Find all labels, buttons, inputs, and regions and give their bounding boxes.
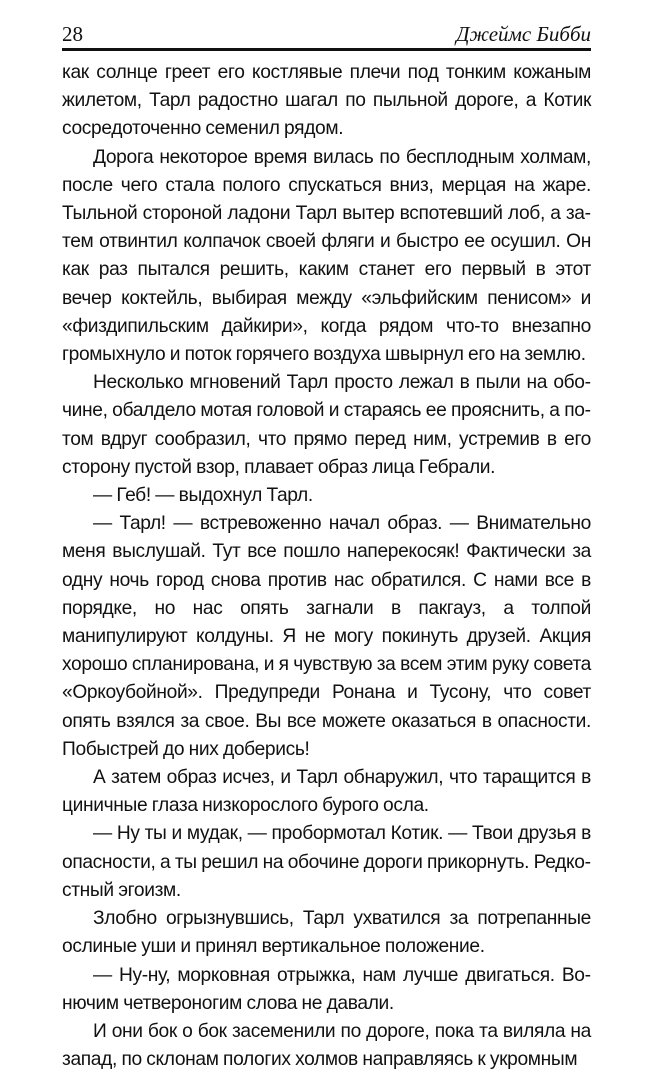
dialogue-line: — Ну-ну, морковная отрыжка, нам лучше двигаться. Вонючим четвероногим слова не давали.: [62, 964, 591, 1014]
paragraph: И они бок о бок засеменили по дороге, пока та виляла на запад, по склонам пологих холмов направляясь к укромным: [62, 1020, 591, 1071]
paragraph: А затем образ исчез, и Тарл обнаружил, что таращится в циничные глаза низкорослого бурого осла.: [62, 767, 591, 817]
paragraph: Злобно огрызнувшись, Тарл ухватился за потрепанные ослиные уши и принял вертикальное положение.: [62, 908, 591, 958]
dialogue-line: — Геб! — выдохнул Тарл.: [93, 485, 313, 507]
paragraph: Несколько мгновений Тарл просто лежал в пыли на обочине, обалдело мотая головой и стараясь ее прояснить, а потом вдруг сообразил, что прямо перед ним, устремив в его сторону пустой взор, плавает образ лица Гебрали.: [62, 372, 591, 478]
book-page: [62, 20, 591, 1074]
dialogue-line: — Ну ты и мудак, — пробормотал Котик. — Твои друзья в опасности, а ты решил на обочине дороги прикорнуть. Редкостный эгоизм.: [62, 823, 591, 901]
page-number: 28: [62, 22, 83, 46]
paragraph: Дорога некоторое время вилась по бесплодным холмам, после чего стала полого спускаться вниз, мерцая на жаре. Тыльной стороной ладони Тарл вытер вспотевший лоб, а затем отвинтил колпачок своей фляги и быстро ее осушил. Он как раз пытался решить, каким станет его первый в этот вечер коктейль, выбирая между «эльфийским пенисом» и «физдипильским дайкири», когда рядом что-то внезапно громыхнуло и поток горячего воздуха швырнул его на землю.: [62, 146, 591, 366]
paragraph: как солнце греет его костлявые плечи под тонким кожаным жилетом, Тарл радостно шагал по пыльной дороге, а Котик сосредоточенно семенил рядом.: [62, 62, 591, 140]
header-rule-divider: [62, 48, 591, 51]
running-head: [62, 20, 591, 46]
running-head-author: Джеймс Бибби: [456, 22, 591, 46]
dialogue-line: — Тарл! — встревоженно начал образ. — Внимательно меня выслушай. Тут все пошло наперекосяк! Фактически за одну ночь город снова против нас обратился. С нами все в порядке, но нас опять загнали в пакгауз, а толпой манипулируют колдуны. Я не могу покинуть друзей. Акция хорошо спланирована, и я чувствую за всем этим руку совета «Оркоубойной». Предупреди Ронана и Тусону, что совет опять взялся за свое. Вы все можете оказаться в опасности. Побыстрей до них доберись!: [62, 513, 591, 760]
body-text: [62, 59, 591, 1074]
